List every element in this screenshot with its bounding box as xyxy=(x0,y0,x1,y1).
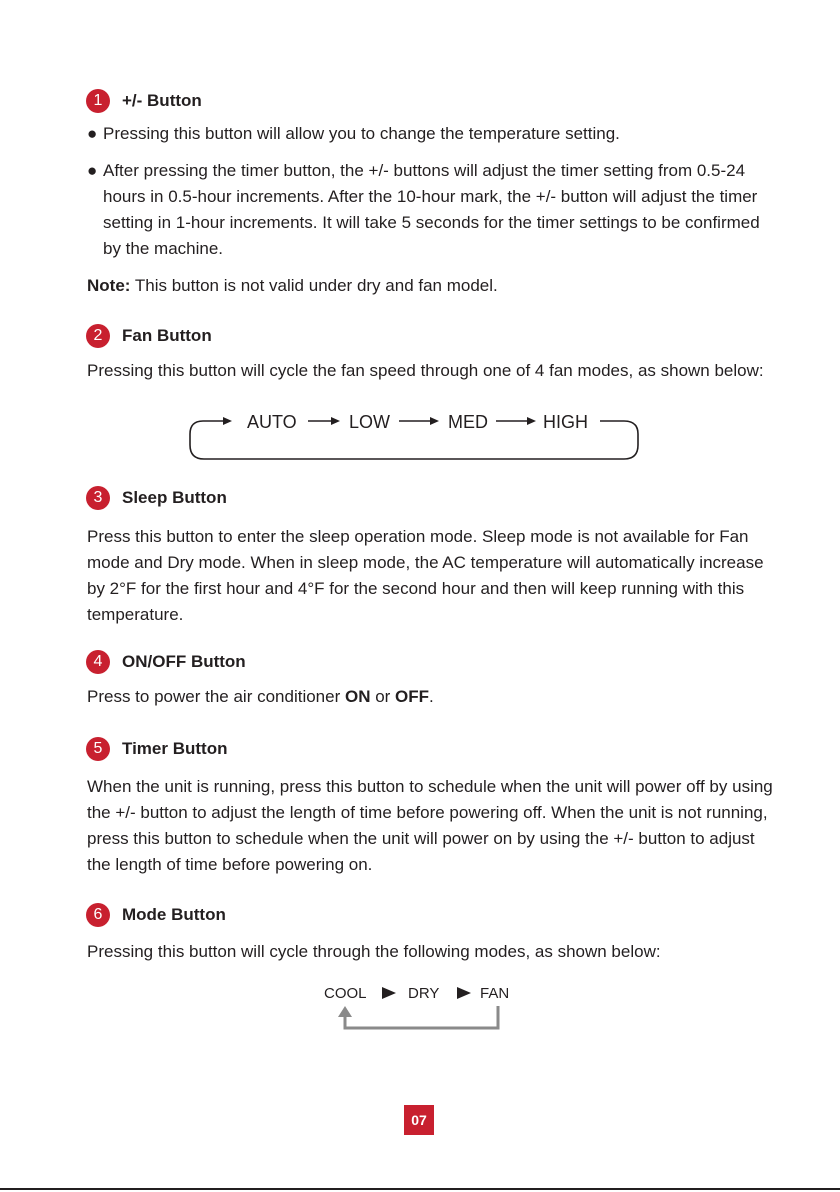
section-body: When the unit is running, press this button to schedule when the unit will power off by using the +/- button to adjust the length of time before powering off. When the unit is not running, press this button to schedule when the unit will power on by using the +/- button to adjust the length of time before powering on. xyxy=(87,777,773,874)
note-paragraph xyxy=(87,273,777,299)
section-body: Pressing this button will cycle through the following modes, as shown below: xyxy=(87,942,661,961)
section-title: Sleep Button xyxy=(122,488,227,507)
section-mode-header xyxy=(86,903,226,927)
fan-mode-low: LOW xyxy=(349,412,391,432)
section-number-badge: 2 xyxy=(86,324,110,348)
fan-mode-med: MED xyxy=(448,412,488,432)
section-title: Fan Button xyxy=(122,326,212,345)
section-fan-header xyxy=(86,324,212,348)
note-label: Note: xyxy=(87,276,131,295)
section-body xyxy=(87,684,777,710)
fan-mode-auto: AUTO xyxy=(247,412,297,432)
onoff-text-mid: or xyxy=(370,687,396,706)
onoff-text-pre: Press to power the air conditioner xyxy=(87,687,345,706)
section-title: ON/OFF Button xyxy=(122,652,246,671)
mode-fan: FAN xyxy=(480,985,510,1002)
bullet-dot: ● xyxy=(87,124,98,143)
bullet-item xyxy=(87,158,777,262)
section-number-badge: 3 xyxy=(86,486,110,510)
section-onoff-header xyxy=(86,650,246,674)
section-number-badge: 1 xyxy=(86,89,110,113)
section-number-badge: 4 xyxy=(86,650,110,674)
fan-mode-high: HIGH xyxy=(543,412,588,432)
bottom-divider xyxy=(0,1188,840,1190)
onoff-text-end: . xyxy=(429,687,434,706)
mode-cool: COOL xyxy=(324,985,367,1002)
bullet-text: Pressing this button will allow you to change the temperature setting. xyxy=(103,124,620,143)
page-number-badge: 07 xyxy=(404,1105,434,1135)
section-title: Timer Button xyxy=(122,739,228,758)
bullet-item xyxy=(87,121,777,147)
off-label: OFF xyxy=(395,687,430,706)
section-sleep-header xyxy=(86,486,227,510)
section-number-badge: 5 xyxy=(86,737,110,761)
mode-cycle-diagram xyxy=(320,982,520,1036)
note-text: This button is not valid under dry and fan model. xyxy=(130,276,498,295)
bullet-dot: ● xyxy=(87,161,98,180)
on-label: ON xyxy=(344,687,371,706)
section-body: Press this button to enter the sleep operation mode. Sleep mode is not available for Fan mode and Dry mode. When in sleep mode, the AC temperature will automatically increase by 2°F for the first hour and 4°F for the second hour and then will keep running with this temperature. xyxy=(87,527,764,624)
section-plus-minus-header xyxy=(86,89,202,113)
section-title: +/- Button xyxy=(122,91,202,110)
section-timer-header xyxy=(86,737,227,761)
mode-dry: DRY xyxy=(408,985,440,1002)
section-number-badge: 6 xyxy=(86,903,110,927)
section-title: Mode Button xyxy=(122,905,226,924)
fan-cycle-diagram xyxy=(188,404,640,464)
section-body: Pressing this button will cycle the fan speed through one of 4 fan modes, as shown below: xyxy=(87,361,764,380)
bullet-text: After pressing the timer button, the +/- buttons will adjust the timer setting from 0.5-24 hours in 0.5-hour increments. After the 10-hour mark, the +/- button will adjust the timer setting in 1-hour increments. It will take 5 seconds for the timer settings to be confirmed by the machine. xyxy=(103,161,760,258)
